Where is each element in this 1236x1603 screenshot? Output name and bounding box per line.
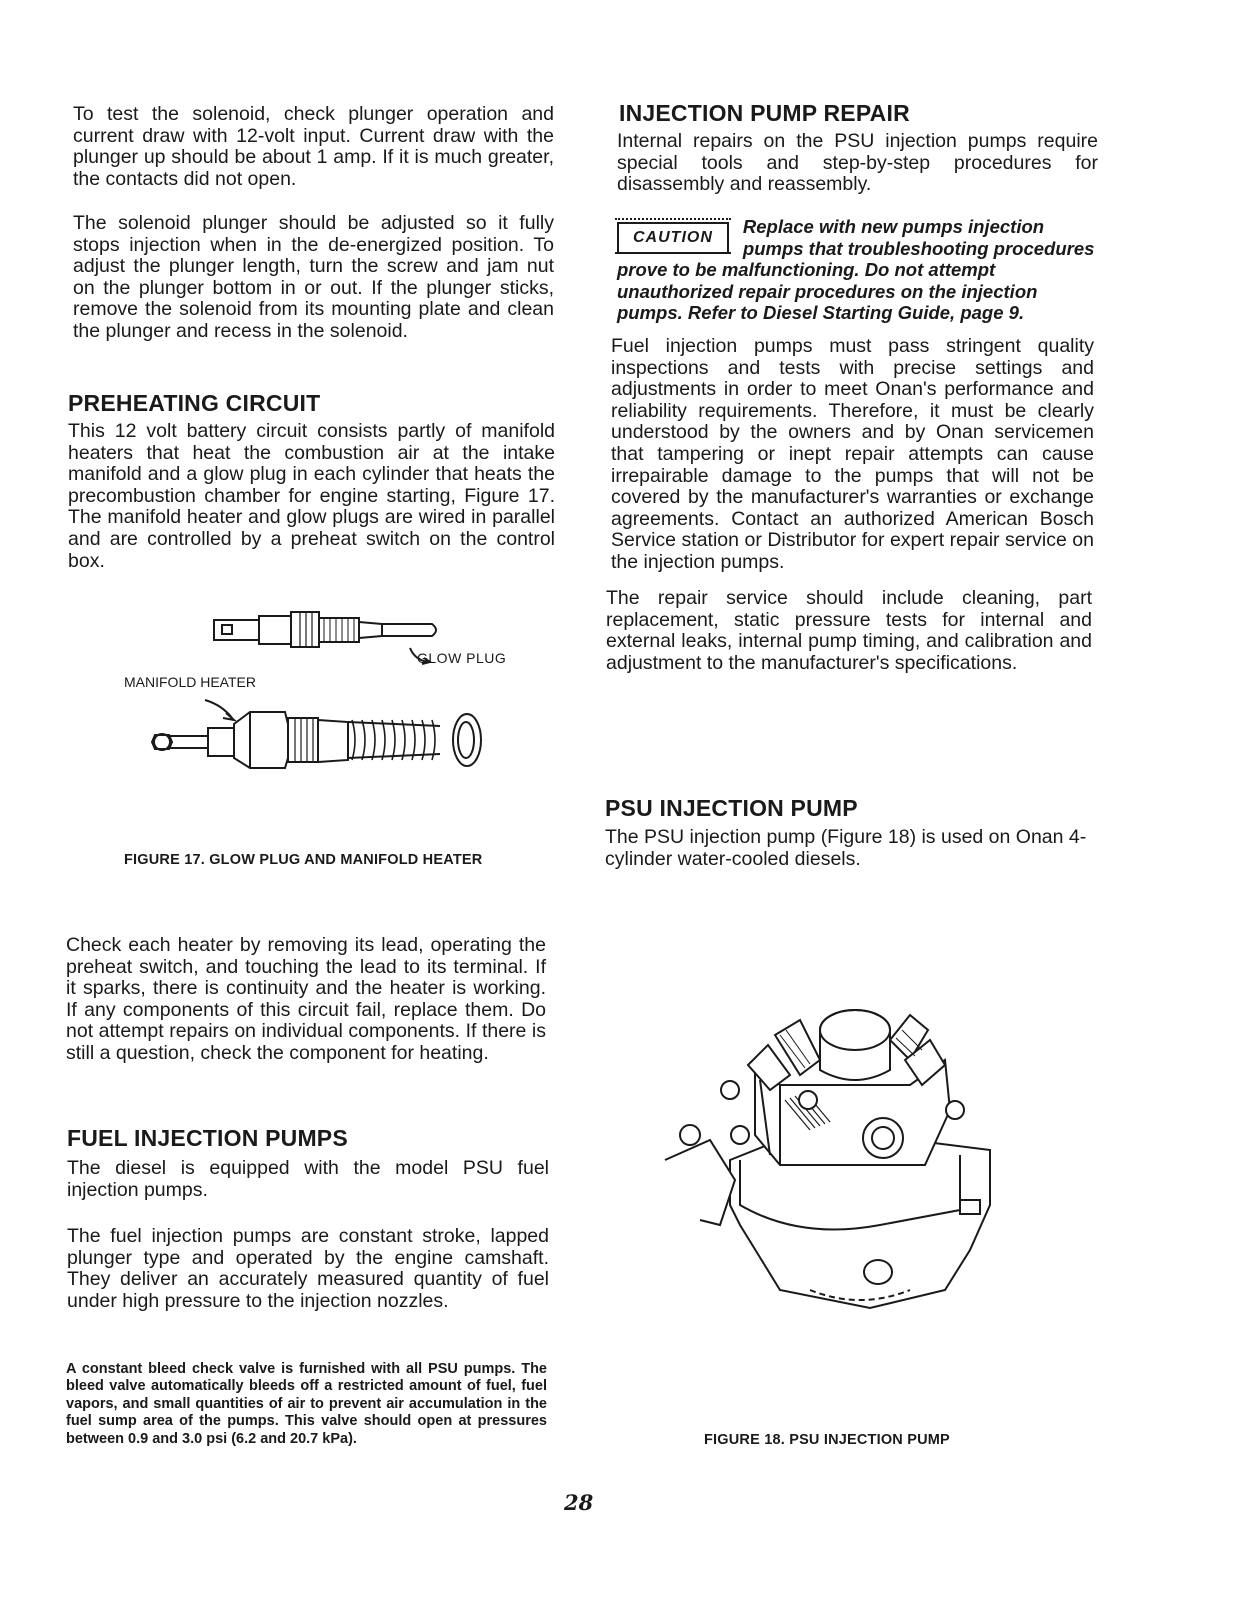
caution-text: Replace with new pumps injection pumps that troubleshooting procedures prove to be malfunctioning. Do not attempt unauthorized repair procedures on the injection pumps. Refer to Diesel Starting Guide, page 9.: [617, 216, 1095, 323]
figure-18-illustration: [660, 990, 995, 1315]
repair-paragraph-2: Fuel injection pumps must pass stringent quality inspections and tests with precise settings and adjustments in order to meet Onan's performance and reliability requirements. Therefore, it must be clearly understood by the owners and by Onan servicemen that tampering or inept repair attempts can cause irrepairable damage to the pumps that will not be covered by the manufacturer's warranties or exchange agreements. Contact an authorized American Bosch Service station or Distributor for expert repair service on the injection pumps.: [611, 335, 1094, 573]
glow-plug-label: GLOW PLUG: [417, 650, 507, 666]
injection-pump-repair-heading: INJECTION PUMP REPAIR: [619, 100, 910, 126]
psu-pump-drawing: [665, 1010, 990, 1308]
fuel-injection-paragraph-2: The fuel injection pumps are constant stroke, lapped plunger type and operated by the engine camshaft. They deliver an accurately measured quantity of fuel under high pressure to the injection nozzles.: [67, 1225, 549, 1312]
bleed-valve-note: A constant bleed check valve is furnished with all PSU pumps. The bleed valve automatically bleeds off a restricted amount of fuel, fuel vapors, and small quantities of air to prevent air accumulation in the fuel sump area of the pumps. This valve should open at pressures between 0.9 and 3.0 psi (6.2 and 20.7 kPa).: [66, 1361, 547, 1447]
manifold-heater-label: MANIFOLD HEATER: [124, 674, 256, 690]
psu-injection-pump-heading: PSU INJECTION PUMP: [605, 795, 858, 821]
repair-paragraph-1: Internal repairs on the PSU injection pumps require special tools and step-by-step procedures for disassembly and reassembly.: [617, 130, 1098, 196]
manifold-heater-drawing: [152, 700, 481, 768]
preheating-paragraph: This 12 volt battery circuit consists partly of manifold heaters that heat the combustion air at the intake manifold and a glow plug in each cylinder that heats the precombustion chamber for engine starting, Figure 17. The manifold heater and glow plugs are wired in parallel and are controlled by a preheat switch on the control box.: [68, 420, 555, 572]
figure-18-caption: FIGURE 18. PSU INJECTION PUMP: [704, 1432, 950, 1448]
caution-block: [617, 216, 1098, 324]
solenoid-paragraph-1: To test the solenoid, check plunger operation and current draw with 12-volt input. Current draw with the plunger up should be about 1 amp. If it is much greater, the contacts did not open.: [73, 103, 554, 190]
figure-17-caption: FIGURE 17. GLOW PLUG AND MANIFOLD HEATER: [124, 852, 483, 868]
figure-17-illustration: [110, 600, 530, 800]
fuel-injection-paragraph-1: The diesel is equipped with the model PSU fuel injection pumps.: [67, 1157, 549, 1201]
page-number: 28: [564, 1490, 594, 1515]
psu-paragraph: The PSU injection pump (Figure 18) is used on Onan 4-cylinder water-cooled diesels.: [605, 826, 1087, 870]
fuel-injection-heading: FUEL INJECTION PUMPS: [67, 1125, 348, 1151]
check-heater-paragraph: Check each heater by removing its lead, operating the preheat switch, and touching the lead to its terminal. If it sparks, there is continuity and the heater is working. If any components of this circuit fail, replace them. Do not attempt repairs on individual components. If there is still a question, check the component for heating.: [66, 934, 546, 1064]
caution-badge: CAUTION: [617, 222, 729, 254]
repair-paragraph-3: The repair service should include cleaning, part replacement, static pressure tests for internal and external leaks, internal pump timing, and calibration and adjustment to the manufacturer's specifications.: [606, 587, 1092, 674]
glow-plug-drawing: [214, 612, 436, 664]
solenoid-paragraph-2: The solenoid plunger should be adjusted so it fully stops injection when in the de-energized position. To adjust the plunger length, turn the screw and jam nut on the plunger bottom in or out. If the plunger sticks, remove the solenoid from its mounting plate and clean the plunger and recess in the solenoid.: [73, 212, 554, 342]
preheating-heading: PREHEATING CIRCUIT: [68, 390, 321, 416]
